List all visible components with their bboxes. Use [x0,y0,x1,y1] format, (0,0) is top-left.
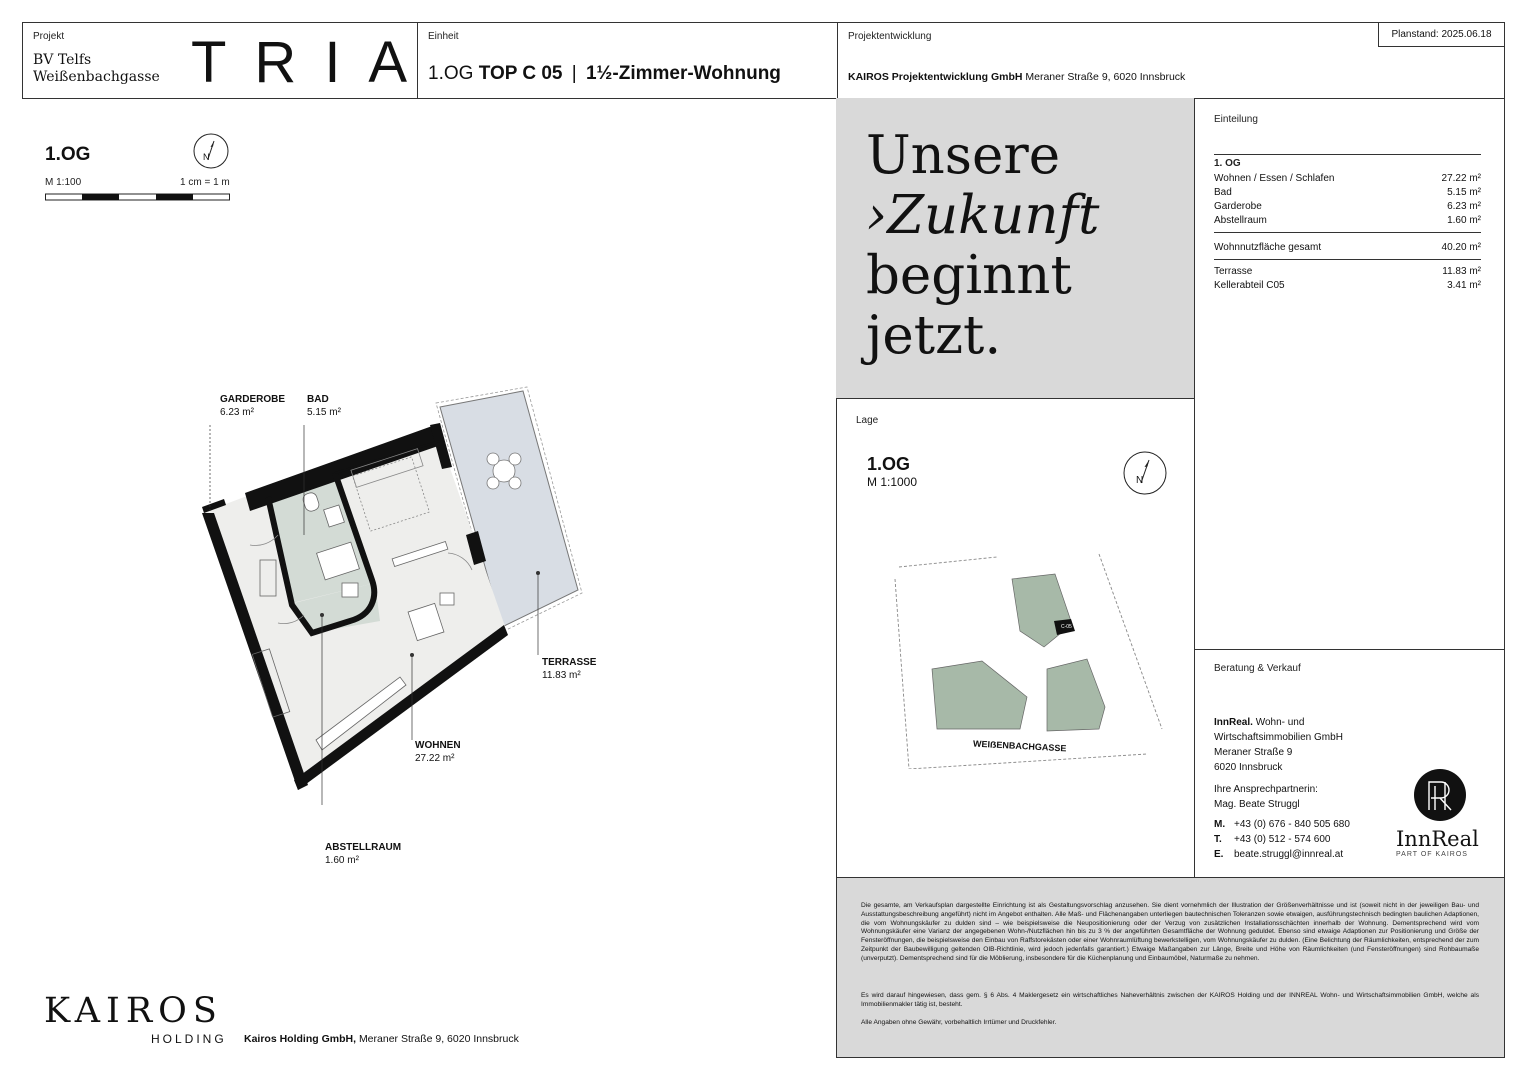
sales-company [1214,716,1304,729]
unit-title [428,63,781,85]
location-scale: M 1:1000 [867,475,918,489]
unit-floor: 1.OG [428,63,474,84]
location-floor: 1.OG [867,454,911,474]
room-label-wohnen [415,739,461,765]
schedule-extra [1214,266,1481,277]
row-label: Garderobe [1214,201,1262,212]
unit-tag: C-05 [1061,624,1072,630]
company-bold: InnReal. [1214,717,1253,728]
row-value: 11.83 m² [1442,266,1481,277]
tel-number: +43 (0) 512 - 574 600 [1234,834,1331,845]
room-name: WOHNEN [415,740,461,751]
plan-scale-note: 1 cm = 1 m [180,177,230,188]
project-label: Projekt [33,31,65,42]
room-name: TERRASSE [542,657,597,668]
sales-city: 6020 Innsbruck [1214,762,1283,773]
row-value: 27.22 m² [1441,173,1481,184]
contact-name: Mag. Beate Struggl [1214,799,1300,810]
kairos-logo-sub: HOLDING [151,1032,227,1046]
unit-cell [417,23,837,98]
room-area: 27.22 m² [415,753,455,764]
innreal-logo-text: InnReal [1396,827,1479,851]
footer-address: Meraner Straße 9, 6020 Innsbruck [358,1033,519,1045]
schedule-rule [1214,259,1481,260]
unit-type: 1½-Zimmer-Wohnung [585,63,781,84]
schedule-title: Einteilung [1214,114,1258,125]
schedule-floor: 1. OG [1214,158,1241,169]
unit-top: TOP C 05 [478,63,563,84]
developer-line [848,71,1185,83]
unit-separator: | [571,63,577,84]
project-cell [23,23,436,98]
room-area: 1.60 m² [325,855,359,866]
contact-tel [1214,833,1330,846]
row-label: Kellerabteil C05 [1214,280,1285,291]
row-value: 3.41 m² [1447,280,1481,291]
disclaimer-p3: Alle Angaben ohne Gewähr, vorbehaltlich Irrtümer und Druckfehler. [861,1019,1057,1026]
schedule-extra [1214,280,1481,291]
schedule-rule [1214,232,1481,233]
slogan-box [836,98,1194,398]
site-plan [887,549,1177,769]
row-value: 1.60 m² [1447,215,1481,226]
company-rest: Wohn- und [1255,717,1305,728]
title-block [22,22,1505,99]
slogan-line3: beginnt [866,245,1072,306]
brand-logo: TRIA [191,30,436,95]
kairos-logo: KAIROS [44,991,223,1031]
room-name: ABSTELLRAUM [325,842,402,853]
plan-floor-title: 1.OG [45,144,91,165]
north-letter: N [203,152,210,162]
plan-scale: M 1:100 [45,177,82,188]
room-area: 5.15 m² [307,407,341,418]
sales-panel [1194,649,1505,877]
room-schedule [1194,98,1505,649]
unit-label: Einheit [428,31,459,42]
tel-label: T. [1214,834,1222,845]
sales-title: Beratung & Verkauf [1214,663,1301,674]
email-address[interactable]: beate.struggl@innreal.at [1234,849,1344,860]
contact-email [1214,848,1343,861]
slogan-line2 [866,186,1099,246]
disclaimer-box [836,877,1505,1058]
slogan-line1: Unsere [866,125,1061,186]
room-name: GARDEROBE [220,394,286,405]
slogan [866,126,1099,366]
scale-bar [45,192,231,202]
innreal-logo-sub: PART OF KAIROS [1396,851,1468,858]
schedule-total [1214,242,1481,253]
row-label: Wohnen / Essen / Schlafen [1214,173,1335,184]
location-panel [836,398,1194,877]
mobile-label: M. [1214,819,1226,830]
project-name-line1: BV Telfs [33,52,92,68]
developer-company: KAIROS Projektentwicklung GmbH [848,71,1023,83]
contact-mobile [1214,818,1350,831]
slogan-chevron: › [866,185,888,246]
north-arrow-icon [1123,451,1167,495]
footer-company-line [244,1033,519,1045]
room-label-bad [307,393,341,419]
room-label-abstellraum [325,841,401,867]
schedule-row [1214,215,1481,226]
schedule-row [1214,201,1481,212]
developer-label: Projektentwicklung [848,31,932,42]
location-title: Lage [856,415,879,426]
north-arrow-icon [193,133,229,169]
slogan-line4: jetzt. [866,305,1002,366]
sales-company-line2: Wirtschaftsimmobilien GmbH [1214,732,1343,743]
schedule-rule [1214,154,1481,155]
row-label: Abstellraum [1214,215,1267,226]
row-label: Terrasse [1214,266,1253,277]
email-label: E. [1214,849,1224,860]
planstand-box: Planstand: 2025.06.18 [1378,23,1504,47]
floor-plan [190,385,610,805]
row-label: Bad [1214,187,1232,198]
room-area: 6.23 m² [220,407,254,418]
room-name: BAD [307,394,329,405]
contact-label: Ihre Ansprechpartnerin: [1214,784,1318,795]
disclaimer-p2: Es wird darauf hingewiesen, dass gem. § 6 Abs. 4 Maklergesetz ein wirtschaftliches Naheverhältnis zwischen der KAIROS Holding und der INNREAL Wohn- und Wirtschaftsimmobilien GmbH, welche als Immobilienmakler tätig ist, besteht. [861,992,1479,1008]
street-name: WEIẞENBACHGASSE [972,738,1067,754]
room-label-garderobe [220,393,285,419]
north-letter: N [1136,475,1144,486]
mobile-number: +43 (0) 676 - 840 505 680 [1234,819,1350,830]
room-label-terrasse [542,656,596,682]
project-name [33,52,160,86]
developer-address: Meraner Straße 9, 6020 Innsbruck [1025,71,1186,83]
sales-street: Meraner Straße 9 [1214,747,1293,758]
row-value: 40.20 m² [1441,242,1481,253]
row-label: Wohnnutzfläche gesamt [1214,242,1322,253]
building-b [1047,659,1105,731]
building-a [932,661,1027,729]
schedule-row [1214,173,1481,184]
schedule-row [1214,187,1481,198]
slogan-line2-text: Zukunft [887,185,1100,246]
developer-cell [837,23,1504,98]
row-value: 6.23 m² [1447,201,1481,212]
footer-company: Kairos Holding GmbH, [244,1033,357,1045]
building-c [1012,574,1072,647]
disclaimer-p1: Die gesamte, am Verkaufsplan dargestellte Einrichtung ist als Gestaltungsvorschlag anzusehen. Sie dient vornehmlich der Illustration der Größenverhältnisse und ist (soweit nicht in der jeweiligen Bau- und Ausstattungsbeschreibung angeführt) nicht im Angebot enthalten. Alle Maß- und Flächenangaben unterliegen bautechnischen Toleranzen sowie etwaigen, ausführungstechnisch bedingten baulichen Adaptionen, die vom Wohnungskäufer zu dulden sind – wie beispielsweise die Neupositionierung oder der Verzug von zusätzlichen Installationsschächten innerhalb der Wohnung. Dementsprechend wird vom Wohnungskäufer eine Varianz der angegebenen Wohn-/Nutzflächen hin bis zu 3 % der angeführten Gesamtfläche der Wohnung geduldet. Ebenso sind etwaige Adaptionen zur Positionierung und Größe der Fensteröffnungen, die beispielsweise den Einbau von Raffstorekästen oder einer Wohnraumlüftung bewerkstelligen, vom Wohnungskäufer zu dulden. (Eine Belichtung der Räumlichkeiten, entsprechend der zum Zeitpunkt der Baubewilligung geltenden OIB-Richtlinie, wird jedoch jedenfalls garantiert.) Etwaige Maßangaben zur Länge, Breite und Höhe von Räumlichkeiten (und Fensteröffnungen) sind Rohbaumaße (unverputzt). Dementsprechend sind für die Möblierung, insbesondere für die Küchenplanung und Einbaumöbel, Naturmaße zu nehmen. [861,902,1479,962]
project-name-line2: Weißenbachgasse [33,69,160,85]
room-area: 11.83 m² [542,670,581,681]
row-value: 5.15 m² [1447,187,1481,198]
innreal-logo-mark [1413,768,1467,822]
